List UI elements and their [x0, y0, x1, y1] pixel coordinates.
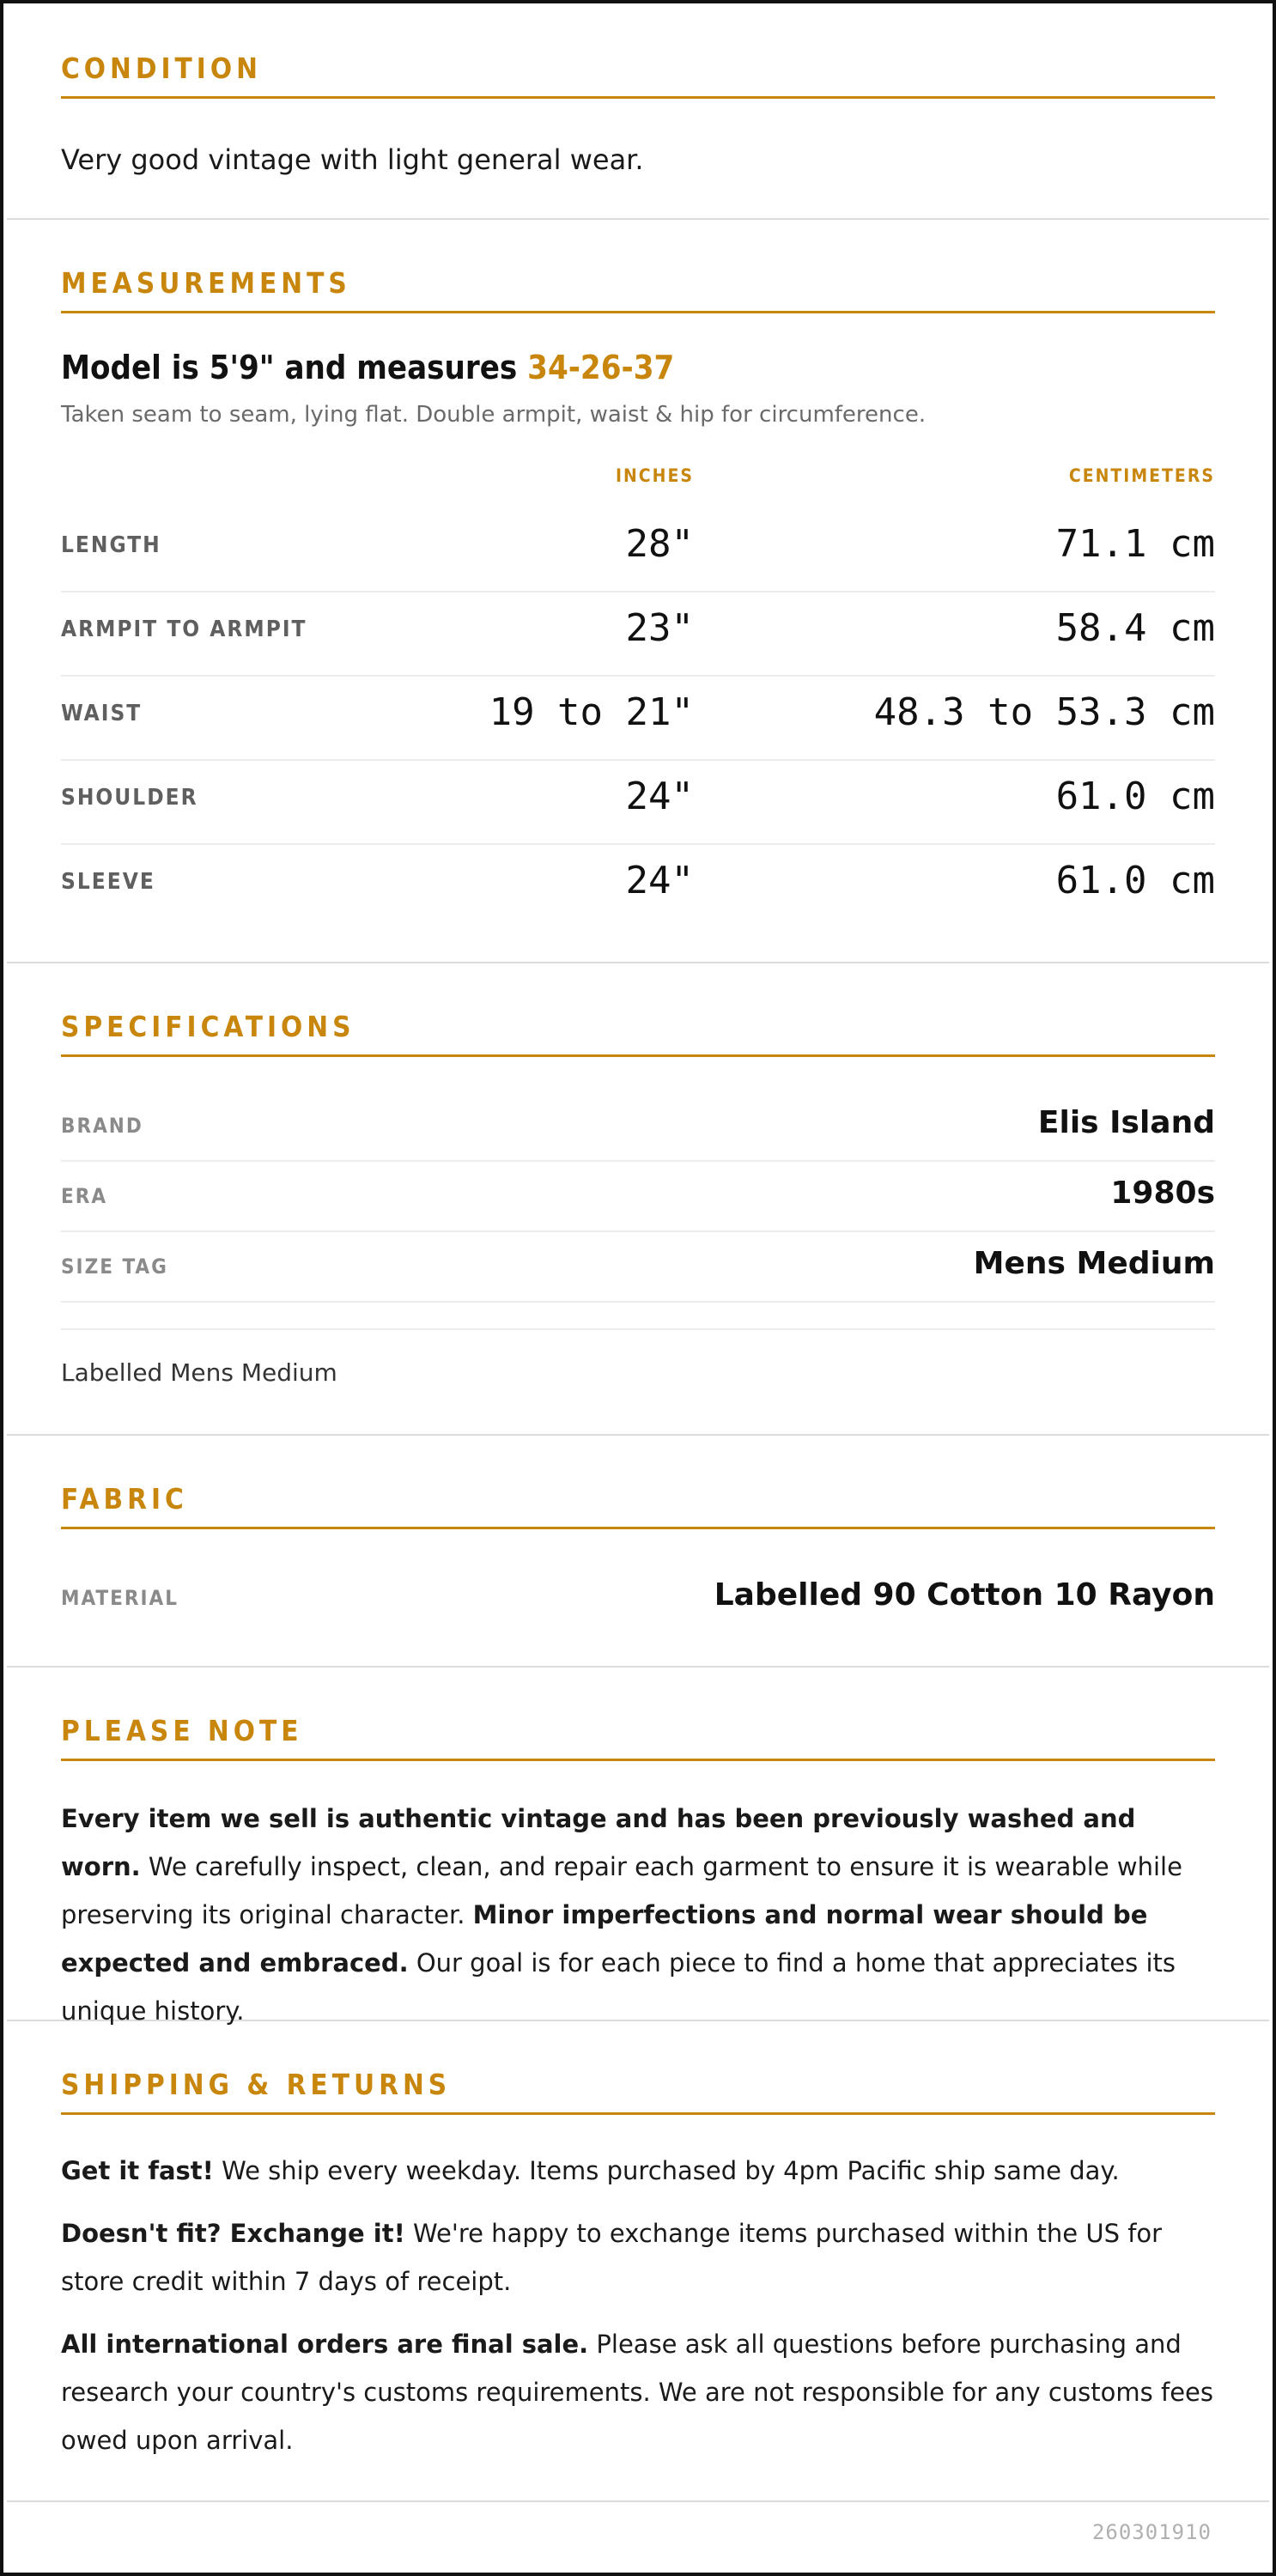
- measurement-label: SHOULDER: [61, 785, 198, 811]
- measurement-inches: 24": [625, 775, 694, 818]
- shipping-text-3: Please ask all questions before purchasing and research your country's customs requirements. We are not responsible for any customs fees owed upon arrival.: [61, 2330, 1213, 2455]
- fabric-heading: FABRIC: [61, 1484, 1215, 1529]
- model-prefix: Model is 5'9" and measures: [61, 349, 528, 386]
- model-stats: 34-26-37: [527, 349, 675, 386]
- measurement-row-armpit: [61, 591, 1215, 677]
- col-centimeters: CENTIMETERS: [1068, 465, 1215, 486]
- condition-text: Very good vintage with light general wear.: [61, 143, 644, 176]
- please-note-text: [61, 1795, 1215, 2035]
- measurements-heading: MEASUREMENTS: [61, 268, 1215, 313]
- spec-value: Labelled 90 Cotton 10 Rayon: [714, 1577, 1215, 1613]
- please-note-bold-2: Minor imperfections and normal wear should be expected and embraced.: [61, 1900, 1148, 1978]
- please-note-text-1: We carefully inspect, clean, and repair each garment to ensure it is wearable while preserving its original character.: [61, 1852, 1182, 1929]
- measurement-row-waist: [61, 675, 1215, 761]
- spec-row-material: [61, 1562, 1215, 1632]
- spec-label: MATERIAL: [61, 1586, 179, 1610]
- spec-divider: [61, 1328, 1215, 1330]
- measurement-column-headers: [61, 465, 1215, 491]
- measurement-cm: 71.1 cm: [1055, 522, 1215, 566]
- please-note-section: [7, 1668, 1269, 2026]
- shipping-paragraph-3: [61, 2320, 1215, 2464]
- please-note-bold-1: Every item we sell is authentic vintage and has been previously washed and worn.: [61, 1804, 1136, 1881]
- measurement-label: WAIST: [61, 701, 143, 726]
- specifications-section: [7, 963, 1269, 1436]
- measurement-row-length: [61, 507, 1215, 592]
- shipping-paragraph-2: [61, 2209, 1215, 2306]
- spec-label: SIZE TAG: [61, 1255, 168, 1279]
- spec-row-size-tag: [61, 1230, 1215, 1303]
- shipping-bold-2: Doesn't fit? Exchange it!: [61, 2219, 405, 2248]
- spec-row-brand: [61, 1090, 1215, 1162]
- shipping-text-1: We ship every weekday. Items purchased by 4pm Pacific ship same day.: [213, 2156, 1120, 2185]
- spec-label: BRAND: [61, 1114, 143, 1138]
- measurements-section: [7, 220, 1269, 963]
- spec-label: ERA: [61, 1184, 108, 1208]
- measurement-label: ARMPIT TO ARMPIT: [61, 617, 307, 642]
- product-code: 260301910: [1091, 2520, 1212, 2544]
- condition-heading: CONDITION: [61, 53, 1215, 99]
- measurement-label: SLEEVE: [61, 869, 155, 895]
- measurement-cm: 48.3 to 53.3 cm: [873, 690, 1215, 734]
- shipping-bold-3: All international orders are final sale.: [61, 2330, 589, 2359]
- measurement-inches: 23": [625, 606, 694, 650]
- spec-value: Mens Medium: [973, 1246, 1215, 1281]
- measurement-inches: 19 to 21": [489, 690, 694, 734]
- spec-value: 1980s: [1110, 1176, 1215, 1211]
- specifications-heading: SPECIFICATIONS: [61, 1012, 1215, 1057]
- condition-section: [7, 3, 1269, 220]
- size-note: Labelled Mens Medium: [61, 1358, 337, 1387]
- measurement-cm: 61.0 cm: [1055, 775, 1215, 818]
- measurement-row-sleeve: [61, 843, 1215, 927]
- shipping-bold-1: Get it fast!: [61, 2156, 214, 2185]
- measurement-cm: 61.0 cm: [1055, 859, 1215, 902]
- shipping-section: [7, 2021, 1269, 2502]
- fabric-section: [7, 1436, 1269, 1668]
- measurement-cm: 58.4 cm: [1055, 606, 1215, 650]
- shipping-text-2: We're happy to exchange items purchased within the US for store credit within 7 days of receipt.: [61, 2219, 1163, 2296]
- measurement-label: LENGTH: [61, 532, 161, 558]
- model-measurements: [61, 349, 1215, 386]
- shipping-heading: SHIPPING & RETURNS: [61, 2069, 1215, 2115]
- measurement-inches: 28": [625, 522, 694, 566]
- shipping-paragraph-1: [61, 2147, 1215, 2195]
- col-inches: INCHES: [615, 465, 694, 486]
- measurement-inches: 24": [625, 859, 694, 902]
- spec-row-era: [61, 1160, 1215, 1232]
- spec-value: Elis Island: [1037, 1105, 1215, 1140]
- please-note-heading: PLEASE NOTE: [61, 1716, 1215, 1761]
- measurement-note: Taken seam to seam, lying flat. Double armpit, waist & hip for circumference.: [61, 402, 927, 428]
- please-note-text-2: Our goal is for each piece to find a home that appreciates its unique history.: [61, 1948, 1176, 2026]
- measurement-row-shoulder: [61, 759, 1215, 845]
